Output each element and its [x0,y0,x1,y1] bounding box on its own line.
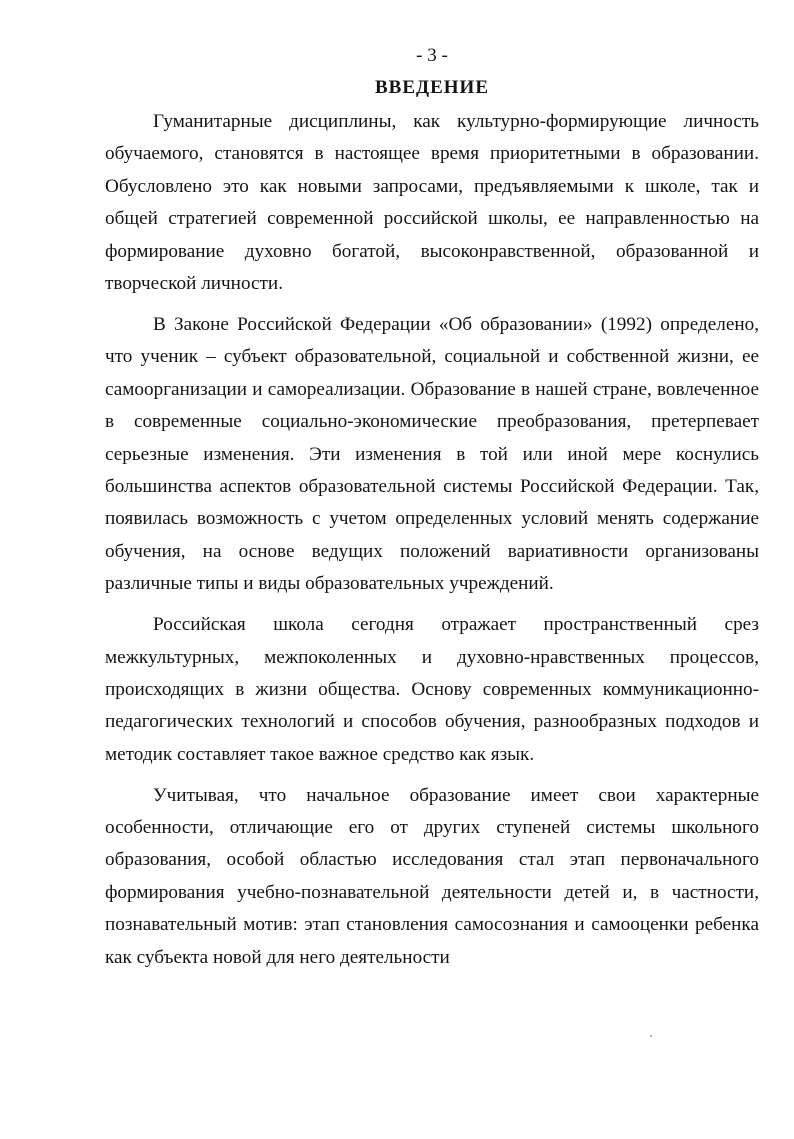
section-heading: ВВЕДЕНИЕ [375,77,489,98]
body-text [105,106,759,983]
page-number: - 3 - [416,45,448,66]
paragraph: Учитывая, что начальное образование имеет свои характерные особенности, отличающие его от других ступеней системы школьного образования, особой областью исследования стал этап первоначального формирования учебно-познавательной деятельности детей и, в частности, познавательный мотив: этап становления самосознания и самооценки ребенка как субъекта новой для него деятельности [105,784,759,968]
paragraph: Гуманитарные дисциплины, как культурно-формирующие личность обучаемого, становятся в настоящее время приоритетными в образовании. Обусловлено это как новыми запросами, предъявляемыми к школе, так и общей стратегией современной российской школы, ее направленностью на формирование духовно богатой, высоконравственной, образованной и творческой личности. [105,111,759,295]
paragraph: В Законе Российской Федерации «Об образовании» (1992) определено, что ученик – субъект образовательной, социальной и собственной жизни, ее самоорганизации и самореализации. Образование в нашей стране, вовлеченное в современные социально-экономические преобразования, претерпевает серьезные изменения. Эти изменения в той или иной мере коснулись большинства аспектов образовательной системы Российской Федерации. Так, появилась возможность с учетом определенных условий менять содержание обучения, на основе ведущих положений вариативности организованы различные типы и виды образовательных учреждений. [105,313,759,595]
scan-artifact [650,1035,652,1037]
paragraph: Российская школа сегодня отражает пространственный срез межкультурных, межпоколенных и духовно-нравственных процессов, происходящих в жизни общества. Основу современных коммуникационно-педагогических технологий и способов обучения, разнообразных подходов и методик составляет такое важное средство как язык. [105,614,759,765]
